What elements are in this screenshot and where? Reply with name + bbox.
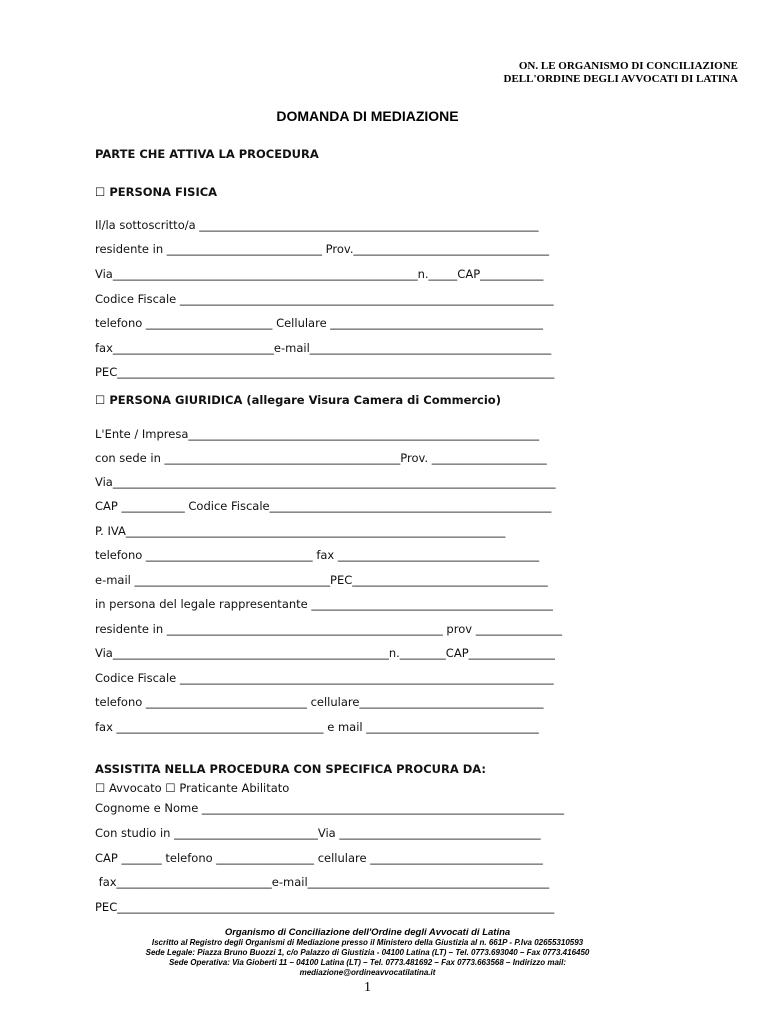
- field-cap-telefono[interactable]: CAP _______ telefono _________________ cellulare ______________________________: [95, 851, 543, 865]
- footer-sede-legale: Sede Legale: Piazza Bruno Buozzi 1, c/o Palazzo di Giustizia - 04100 Latina (LT) – Tel. 0773.693040 – Fax 0773.416450: [145, 948, 590, 957]
- field-cognome-nome[interactable]: Cognome e Nome _______________________________________________________________: [95, 801, 565, 815]
- field-cap-codice-fiscale[interactable]: CAP ___________ Codice Fiscale_________________________________________________: [95, 499, 552, 513]
- field-fax-email-avvocato[interactable]: fax___________________________e-mail__________________________________________: [95, 875, 550, 889]
- field-via-rappresentante[interactable]: Via________________________________________________n.________CAP_______________: [95, 646, 555, 660]
- field-residente[interactable]: residente in ___________________________ Prov.__________________________________: [95, 242, 549, 256]
- assistita-options-checkboxes[interactable]: ☐ Avvocato ☐ Praticante Abilitato: [95, 781, 290, 795]
- document-title: DOMANDA DI MEDIAZIONE: [276, 108, 459, 124]
- field-fax-email-rappresentante[interactable]: fax ____________________________________ e mail ______________________________: [95, 720, 539, 734]
- page-footer: [0, 928, 735, 978]
- field-telefono-cellulare[interactable]: telefono ____________________________ cellulare________________________________: [95, 695, 544, 709]
- field-legale-rappresentante[interactable]: in persona del legale rappresentante __________________________________________: [95, 597, 553, 611]
- section-heading-assistita: ASSISTITA NELLA PROCEDURA CON SPECIFICA PROCURA DA:: [95, 762, 486, 776]
- field-telefono[interactable]: telefono ______________________ Cellulare _____________________________________: [95, 316, 544, 330]
- field-via[interactable]: Via_____________________________________________________n._____CAP___________: [95, 267, 544, 281]
- field-ente-impresa[interactable]: L'Ente / Impresa_____________________________________________________________: [95, 427, 540, 441]
- field-via-giuridica[interactable]: Via_____________________________________________________________________________: [95, 475, 556, 489]
- persona-giuridica-checkbox[interactable]: ☐ PERSONA GIURIDICA (allegare Visura Camera di Commercio): [95, 393, 501, 407]
- field-residente-rappresentante[interactable]: residente in ________________________________________________ prov _______________: [95, 622, 562, 636]
- section-heading-party: PARTE CHE ATTIVA LA PROCEDURA: [95, 147, 319, 161]
- footer-sede-operativa: Sede Operativa: Via Gioberti 11 – 04100 Latina (LT) – Tel. 0773.481692 – Fax 0773.663568 – Indirizzo mail:: [168, 958, 567, 967]
- field-codice-fiscale-rappresentante[interactable]: Codice Fiscale _________________________________________________________________: [95, 671, 554, 685]
- field-pec[interactable]: PEC____________________________________________________________________________: [95, 365, 555, 379]
- field-codice-fiscale[interactable]: Codice Fiscale _________________________________________________________________: [95, 292, 554, 306]
- field-partita-iva[interactable]: P. IVA__________________________________________________________________: [95, 524, 506, 538]
- organization-header: [504, 60, 739, 86]
- header-line-1: ON. LE ORGANISMO DI CONCILIAZIONE: [518, 60, 738, 72]
- field-fax-email[interactable]: fax____________________________e-mail__________________________________________: [95, 341, 552, 355]
- footer-email: mediazione@ordineavvocatilatina.it: [299, 968, 436, 977]
- field-email-pec[interactable]: e-mail __________________________________PEC__________________________________: [95, 573, 548, 587]
- header-line-2: DELL'ORDINE DEGLI AVVOCATI DI LATINA: [503, 73, 738, 85]
- field-pec-avvocato[interactable]: PEC____________________________________________________________________________: [95, 900, 555, 914]
- persona-fisica-checkbox[interactable]: ☐ PERSONA FISICA: [95, 185, 218, 199]
- field-sottoscritto[interactable]: Il/la sottoscritto/a ___________________________________________________________: [95, 218, 539, 232]
- field-telefono-fax[interactable]: telefono _____________________________ fax ___________________________________: [95, 548, 540, 562]
- footer-registry: Iscritto al Registro degli Organismi di Mediazione presso il Ministero della Giustizia al n. 661P - P.Iva 02655310593: [151, 938, 584, 947]
- field-sede[interactable]: con sede in _________________________________________Prov. ____________________: [95, 451, 547, 465]
- footer-org-name: Organismo di Conciliazione dell'Ordine degli Avvocati di Latina: [224, 927, 511, 938]
- field-studio[interactable]: Con studio in _________________________Via ___________________________________: [95, 826, 541, 840]
- page-number: 1: [364, 980, 371, 995]
